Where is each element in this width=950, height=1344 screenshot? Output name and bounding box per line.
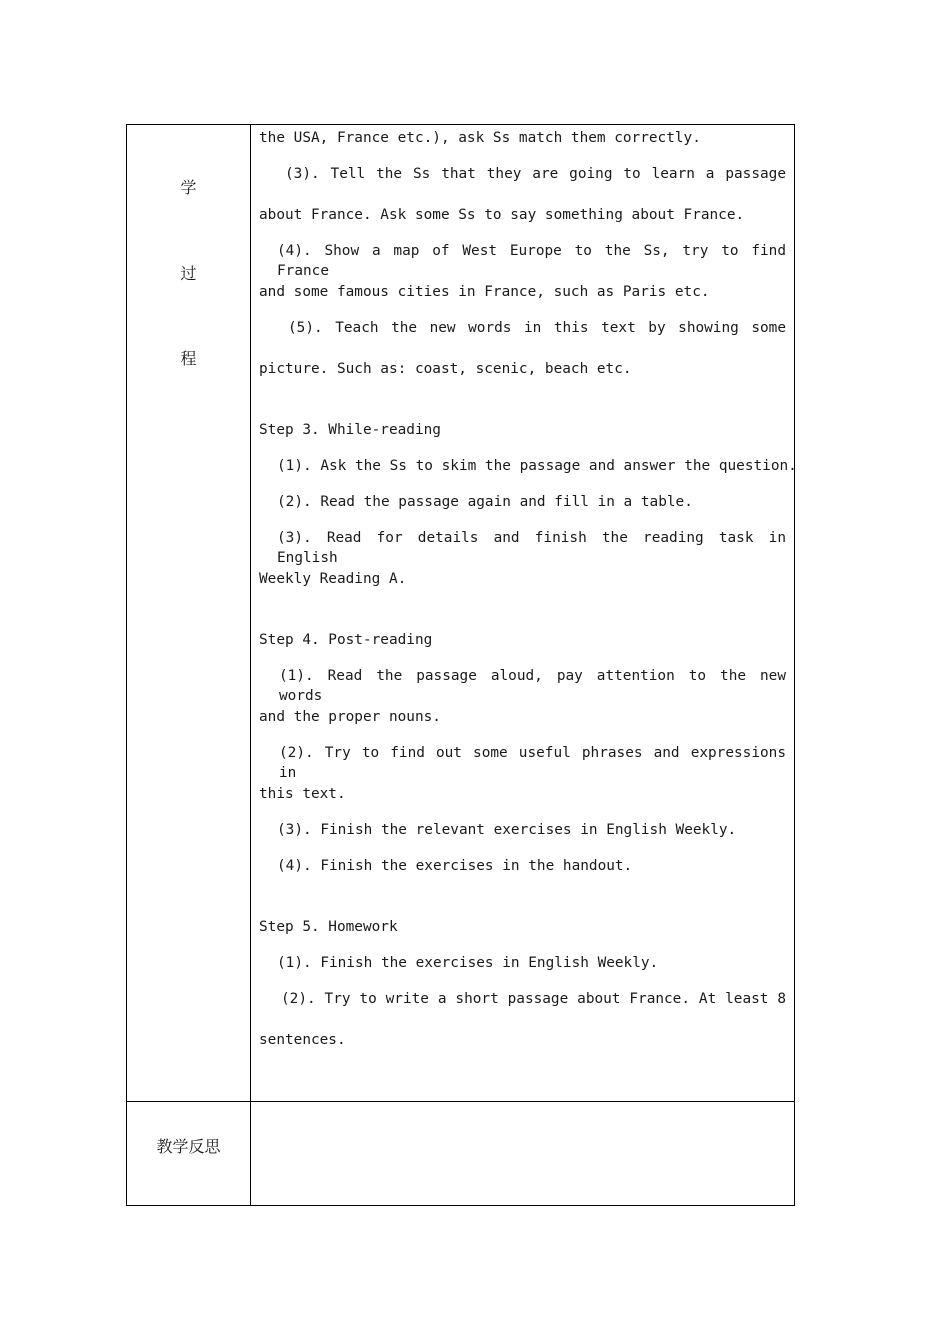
text-line: (3). Tell the Ss that they are going to learn a passage xyxy=(285,166,786,182)
text-line: about France. Ask some Ss to say something about France. xyxy=(259,207,745,223)
text-line: (2). Read the passage again and fill in a table. xyxy=(277,494,693,510)
column-divider xyxy=(250,125,251,1205)
row-label-char-3: 程 xyxy=(180,349,197,368)
text-line: (4). Finish the exercises in the handout. xyxy=(277,858,633,874)
text-line: (2). Try to write a short passage about France. At least 8 xyxy=(281,991,786,1007)
text-line: (1). Finish the exercises in English Weekly. xyxy=(277,955,659,971)
teaching-reflection-cell xyxy=(251,1102,794,1205)
text-line: (1). Read the passage aloud, pay attention to the new words xyxy=(279,668,786,704)
step-heading: Step 3. While-reading xyxy=(259,422,441,438)
text-line: (3). Read for details and finish the reading task in English xyxy=(277,530,786,566)
lesson-plan-table xyxy=(126,124,795,1206)
text-line: the USA, France etc.), ask Ss match them correctly. xyxy=(259,130,701,146)
step-heading: Step 4. Post-reading xyxy=(259,632,433,648)
text-line: (1). Ask the Ss to skim the passage and answer the question. xyxy=(277,458,797,474)
text-line: (5). Teach the new words in this text by showing some xyxy=(288,320,786,336)
text-line: sentences. xyxy=(259,1032,346,1048)
row-label-char-1: 学 xyxy=(180,178,197,197)
text-line: and the proper nouns. xyxy=(259,709,441,725)
teaching-reflection-label: 教学反思 xyxy=(156,1137,221,1156)
text-line: picture. Such as: coast, scenic, beach etc. xyxy=(259,361,632,377)
text-line: this text. xyxy=(259,786,346,802)
row-label-char-2: 过 xyxy=(180,264,197,283)
step-heading: Step 5. Homework xyxy=(259,919,398,935)
text-line: (4). Show a map of West Europe to the Ss, try to find France xyxy=(277,243,786,279)
text-line: Weekly Reading A. xyxy=(259,571,407,587)
text-line: (3). Finish the relevant exercises in English Weekly. xyxy=(277,822,737,838)
text-line: and some famous cities in France, such as Paris etc. xyxy=(259,284,710,300)
text-line: (2). Try to find out some useful phrases and expressions in xyxy=(279,745,786,781)
